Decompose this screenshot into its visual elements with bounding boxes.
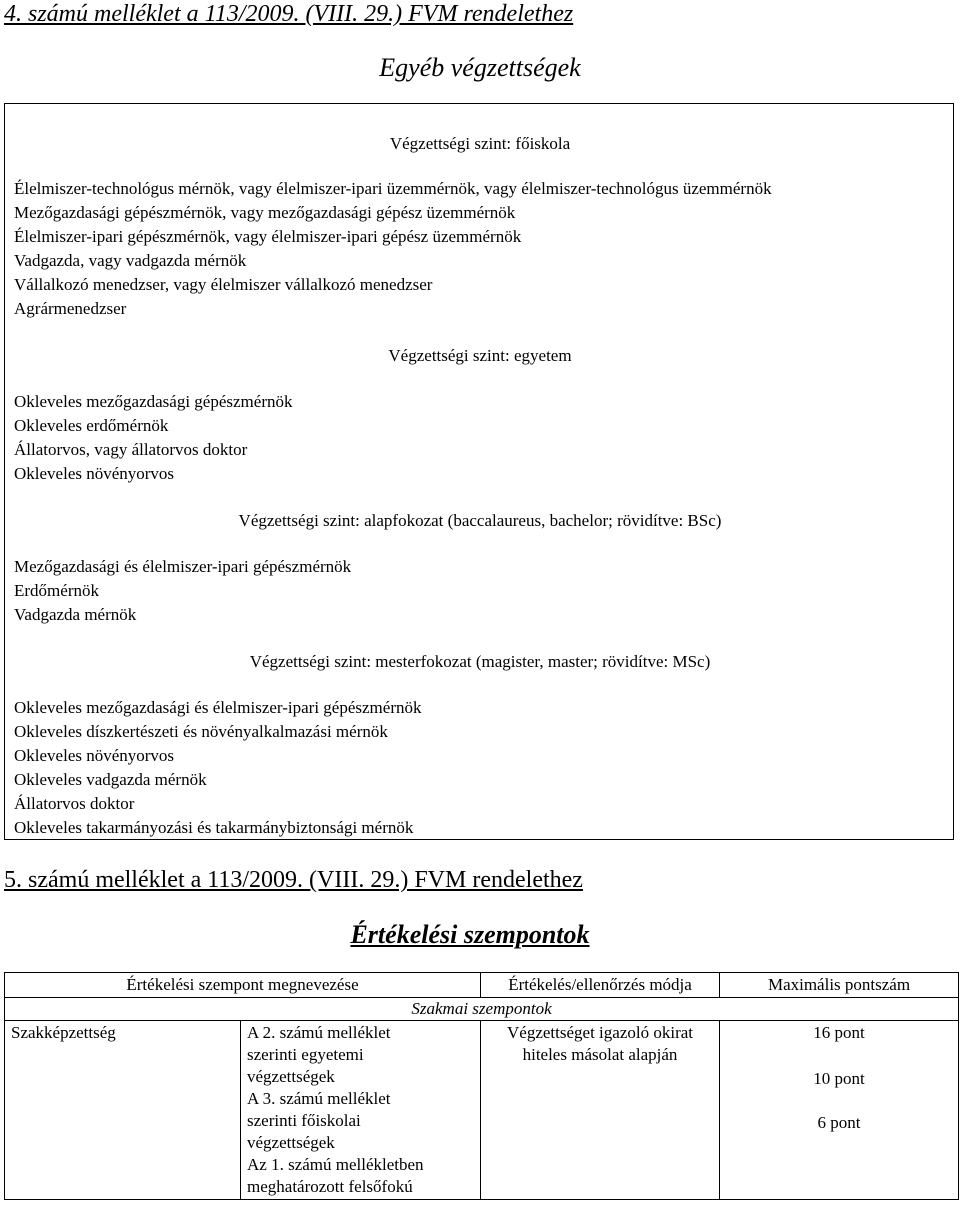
level-label-bsc: Végzettségi szint: alapfokozat (baccalaureus, bachelor; rövidítve: BSc) bbox=[238, 511, 722, 530]
detail-line: végzettségek bbox=[247, 1067, 335, 1086]
list-item: Mezőgazdasági és élelmiszer-ipari gépészmérnök bbox=[14, 557, 352, 576]
list-item: Erdőmérnök bbox=[14, 581, 99, 600]
evaluation-table bbox=[4, 972, 959, 1200]
table-subheader-row bbox=[5, 998, 959, 1021]
header-criterion: Értékelési szempont megnevezése bbox=[5, 973, 481, 998]
table-row bbox=[5, 1021, 959, 1200]
header-max-points: Maximális pontszám bbox=[720, 973, 959, 998]
cell-details bbox=[241, 1021, 481, 1200]
header-method: Értékelés/ellenőrzés módja bbox=[481, 973, 720, 998]
list-item: Agrármenedzser bbox=[14, 299, 127, 318]
list-item: Vadgazda, vagy vadgazda mérnök bbox=[14, 251, 247, 270]
list-item: Mezőgazdasági gépészmérnök, vagy mezőgazdasági gépész üzemmérnök bbox=[14, 203, 516, 222]
method-line: Végzettséget igazoló okirat bbox=[507, 1023, 693, 1042]
list-item: Vállalkozó menedzser, vagy élelmiszer vállalkozó menedzser bbox=[14, 275, 433, 294]
detail-line: szerinti főiskolai bbox=[247, 1111, 361, 1130]
list-item: Okleveles takarmányozási és takarmánybiztonsági mérnök bbox=[14, 818, 414, 837]
list-item: Okleveles díszkertészeti és növényalkalmazási mérnök bbox=[14, 722, 388, 741]
list-item: Okleveles növényorvos bbox=[14, 464, 175, 483]
list-item: Élelmiszer-technológus mérnök, vagy élelmiszer-ipari üzemmérnök, vagy élelmiszer-technológus üzemmérnök bbox=[14, 179, 772, 198]
detail-line: meghatározott felsőfokú bbox=[247, 1177, 413, 1196]
level-label-university: Végzettségi szint: egyetem bbox=[388, 346, 572, 365]
detail-line: A 2. számú melléklet bbox=[247, 1023, 391, 1042]
detail-line: végzettségek bbox=[247, 1133, 335, 1152]
list-item: Okleveles vadgazda mérnök bbox=[14, 770, 207, 789]
method-line: hiteles másolat alapján bbox=[522, 1045, 678, 1064]
annex-5-heading: 5. számú melléklet a 113/2009. (VIII. 29.) FVM rendelethez bbox=[4, 867, 583, 893]
annex-4-title: Egyéb végzettségek bbox=[379, 53, 581, 82]
detail-line: A 3. számú melléklet bbox=[247, 1089, 391, 1108]
annex-4-heading: 4. számú melléklet a 113/2009. (VIII. 29.) FVM rendelethez bbox=[4, 1, 574, 27]
detail-line: Az 1. számú mellékletben bbox=[247, 1155, 424, 1174]
cell-method bbox=[481, 1021, 720, 1200]
list-item: Állatorvos doktor bbox=[14, 794, 135, 813]
cell-criterion: Szakképzettség bbox=[5, 1021, 241, 1200]
list-item: Okleveles mezőgazdasági és élelmiszer-ipari gépészmérnök bbox=[14, 698, 422, 717]
list-item: Élelmiszer-ipari gépészmérnök, vagy élelmiszer-ipari gépész üzemmérnök bbox=[14, 227, 522, 246]
list-item: Állatorvos, vagy állatorvos doktor bbox=[14, 440, 248, 459]
level-label-msc: Végzettségi szint: mesterfokozat (magister, master; rövidítve: MSc) bbox=[249, 652, 711, 671]
table-header-row bbox=[5, 973, 959, 998]
level-label-college: Végzettségi szint: főiskola bbox=[389, 134, 571, 153]
points-value: 16 pont bbox=[813, 1023, 865, 1042]
list-item: Okleveles növényorvos bbox=[14, 746, 175, 765]
subheader-professional: Szakmai szempontok bbox=[5, 998, 959, 1021]
points-value: 6 pont bbox=[817, 1113, 861, 1132]
list-item: Okleveles mezőgazdasági gépészmérnök bbox=[14, 392, 293, 411]
points-value: 10 pont bbox=[813, 1069, 865, 1088]
cell-points bbox=[720, 1021, 959, 1200]
list-item: Vadgazda mérnök bbox=[14, 605, 137, 624]
list-item: Okleveles erdőmérnök bbox=[14, 416, 169, 435]
annex-5-title: Értékelési szempontok bbox=[350, 920, 590, 949]
detail-line: szerinti egyetemi bbox=[247, 1045, 364, 1064]
